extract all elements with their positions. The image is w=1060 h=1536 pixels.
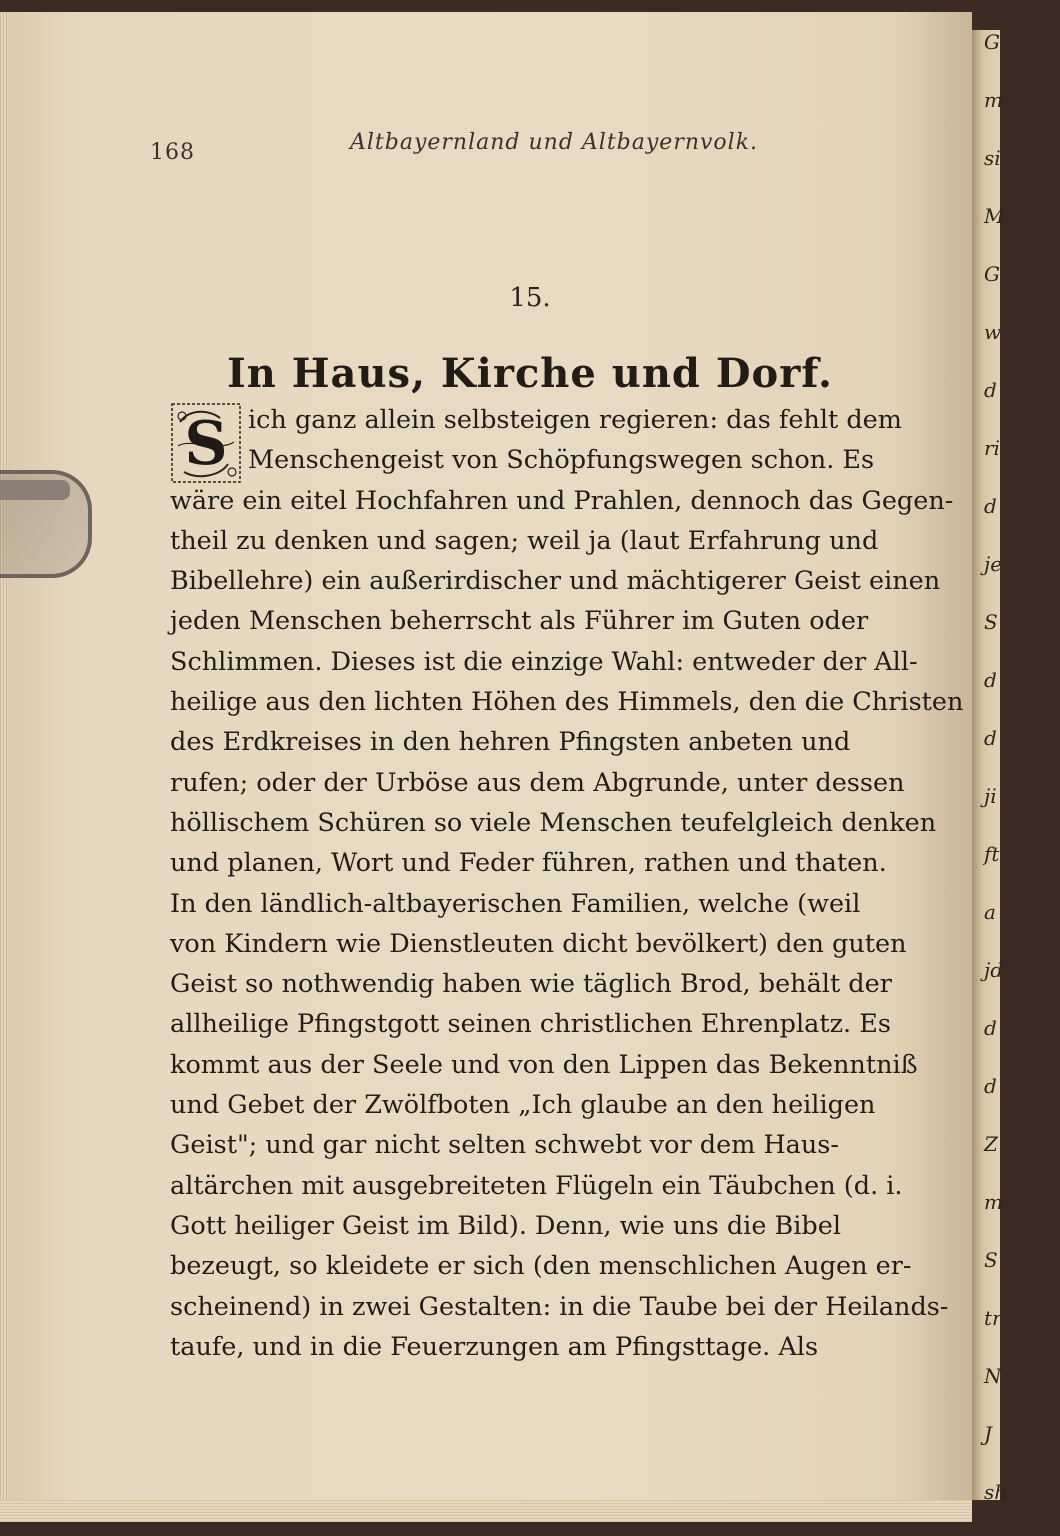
text-line: scheinend) in zwei Gestalten: in die Taube bei der Heilands- bbox=[170, 1291, 949, 1322]
text-line: und Gebet der Zwölfboten „Ich glaube an den heiligen bbox=[170, 1090, 876, 1121]
text-line: jeden Menschen beherrscht als Führer im Guten oder bbox=[170, 606, 869, 637]
text-line: wäre ein eitel Hochfahren und Prahlen, dennoch das Gegen- bbox=[170, 485, 954, 516]
text-line: bezeugt, so kleidete er sich (den menschlichen Augen er- bbox=[170, 1251, 912, 1282]
text-line: kommt aus der Seele und von den Lippen das Bekenntniß bbox=[170, 1049, 918, 1080]
chapter-title: In Haus, Kirche und Dorf. bbox=[227, 350, 833, 397]
text-line: Geist so nothwendig haben wie täglich Brod, behält der bbox=[170, 969, 892, 1000]
facing-page-glyph: G bbox=[984, 262, 1000, 286]
text-line: theil zu denken und sagen; weil ja (laut Erfahrung und bbox=[170, 525, 879, 556]
text-line: heilige aus den lichten Höhen des Himmels, den die Christen bbox=[170, 687, 964, 718]
text-line: Menschengeist von Schöpfungswegen schon. Es bbox=[248, 445, 875, 476]
facing-page-glyph: d bbox=[984, 1016, 997, 1040]
facing-page-glyph: sh bbox=[984, 1480, 1008, 1504]
text-line: und planen, Wort und Feder führen, rathen und thaten. bbox=[170, 848, 887, 879]
facing-page-glyph: d bbox=[984, 1074, 997, 1098]
facing-page-glyph: S bbox=[984, 1248, 998, 1272]
facing-page-glyph: ji bbox=[984, 784, 997, 808]
facing-page-glyph: d bbox=[984, 494, 997, 518]
text-line: von Kindern wie Dienstleuten dicht bevölkert) den guten bbox=[170, 928, 907, 959]
facing-page-glyph: N bbox=[984, 1364, 1002, 1388]
facing-page-glyph: si bbox=[984, 146, 1001, 170]
drop-cap-letter: S bbox=[184, 409, 228, 479]
page-bottom-edge bbox=[0, 1500, 972, 1522]
body-text bbox=[170, 400, 964, 1367]
facing-page-glyph: tr bbox=[984, 1306, 1002, 1330]
text-line: ich ganz allein selbsteigen regieren: das fehlt dem bbox=[248, 405, 902, 435]
facing-page-glyph: m bbox=[984, 1190, 1003, 1214]
facing-page-glyph: je bbox=[984, 552, 1003, 576]
text-line: des Erdkreises in den hehren Pfingsten anbeten und bbox=[170, 727, 851, 758]
facing-page-glyph: m bbox=[984, 88, 1003, 112]
facing-page-glyph: M bbox=[984, 204, 1005, 228]
facing-page-glyph: d bbox=[984, 726, 997, 750]
facing-page-glyph: G bbox=[984, 30, 1000, 54]
chapter-number: 15. bbox=[509, 283, 551, 313]
facing-page-glyph: ft bbox=[984, 842, 1000, 866]
facing-page-glyph: d bbox=[984, 668, 997, 692]
page-edge-stack bbox=[0, 12, 8, 1522]
running-title: Altbayernland und Altbayernvolk. bbox=[350, 130, 759, 155]
text-line: Bibellehre) ein außerirdischer und mächtigerer Geist einen bbox=[170, 566, 941, 597]
facing-page-glyph: Z bbox=[984, 1132, 998, 1156]
text-line: allheilige Pfingstgott seinen christlichen Ehrenplatz. Es bbox=[170, 1009, 891, 1040]
text-line: rufen; oder der Urböse aus dem Abgrunde, unter dessen bbox=[170, 767, 905, 798]
text-line: taufe, und in die Feuerzungen am Pfingsttage. Als bbox=[170, 1331, 819, 1362]
facing-page-glyph: w bbox=[984, 320, 1002, 344]
text-line: altärchen mit ausgebreiteten Flügeln ein Täubchen (d. i. bbox=[170, 1170, 903, 1201]
facing-page-glyph: J bbox=[984, 1422, 993, 1446]
text-line: Gott heiliger Geist im Bild). Denn, wie uns die Bibel bbox=[170, 1210, 841, 1241]
text-line: In den ländlich-altbayerischen Familien, welche (weil bbox=[170, 888, 861, 919]
page-clip-bar bbox=[0, 480, 70, 500]
facing-page-fragment bbox=[972, 30, 1008, 1504]
facing-page-glyph: jd bbox=[984, 958, 1004, 982]
paragraph-lines bbox=[170, 400, 964, 1367]
text-line: Geist"; und gar nicht selten schwebt vor dem Haus- bbox=[170, 1130, 840, 1161]
ornamental-drop-cap bbox=[170, 402, 242, 484]
facing-page-glyph: ri bbox=[984, 436, 1000, 460]
page-number: 168 bbox=[150, 140, 195, 165]
facing-page-glyph: S bbox=[984, 610, 998, 634]
text-line: höllischem Schüren so viele Menschen teufelgleich denken bbox=[170, 807, 937, 838]
facing-page-glyph: d bbox=[984, 378, 997, 402]
facing-page-glyph: a bbox=[984, 900, 996, 924]
text-line: Schlimmen. Dieses ist die einzige Wahl: entweder der All- bbox=[170, 646, 918, 677]
